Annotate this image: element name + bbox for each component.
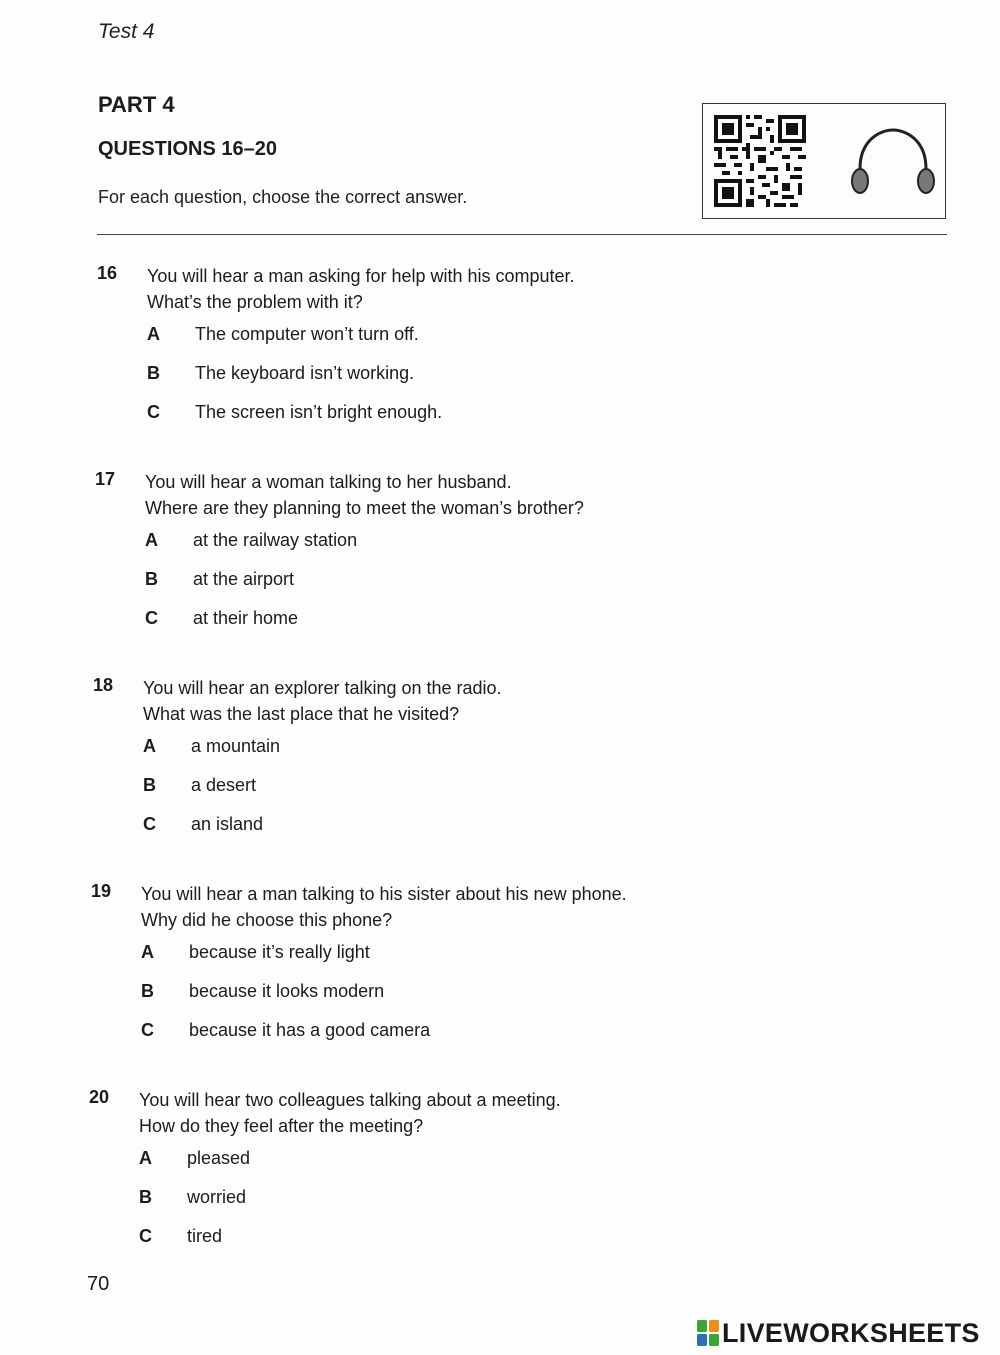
option-text: a mountain [191,736,281,756]
audio-box [702,103,946,219]
prompt-line: Why did he choose this phone? [141,910,393,930]
question-number: 20 [89,1087,110,1107]
option-text: because it’s really light [189,942,370,962]
divider [97,234,947,235]
option-text: tired [187,1226,223,1246]
prompt-line: You will hear a man asking for help with his computer. [147,266,575,286]
option-letter: C [143,814,156,834]
option-text: pleased [187,1148,251,1168]
option-letter: A [139,1148,152,1168]
option-text: because it has a good camera [189,1020,431,1040]
option-text: The keyboard isn’t working. [195,363,415,383]
option-letter: A [143,736,156,756]
option-text: an island [191,814,264,834]
test-label: Test 4 [98,20,155,43]
prompt-line: What’s the problem with it? [147,292,363,312]
question-prompt [139,1087,561,1139]
option-letter: B [141,981,154,1001]
option-letter: C [141,1020,154,1040]
prompt-line: You will hear a man talking to his sister about his new phone. [141,884,627,904]
option-letter: B [143,775,156,795]
prompt-line: Where are they planning to meet the woman’s brother? [145,498,584,518]
question-prompt [143,675,502,727]
option-letter: C [147,402,160,422]
option-text: a desert [191,775,257,795]
liveworksheets-brand[interactable] [697,1318,980,1348]
question-number: 17 [95,469,116,489]
question-number: 19 [91,881,112,901]
question-prompt [147,263,575,315]
option-letter: A [147,324,160,344]
prompt-line: You will hear two colleagues talking about a meeting. [139,1090,561,1110]
option-letter: B [139,1187,152,1207]
questions-title: QUESTIONS 16–20 [98,138,277,160]
question-prompt [141,881,627,933]
option-letter: B [147,363,160,383]
option-text: worried [187,1187,247,1207]
option-letter: C [145,608,158,628]
option-text: because it looks modern [189,981,385,1001]
prompt-line: You will hear an explorer talking on the radio. [143,678,502,698]
part-title: PART 4 [98,92,175,117]
instruction-text: For each question, choose the correct answer. [98,187,468,207]
option-text: at the airport [193,569,295,589]
page-number: 70 [87,1273,110,1295]
brand-text: LIVEWORKSHEETS [722,1317,980,1348]
option-letter: B [145,569,158,589]
question-prompt [145,469,584,521]
headphones-icon [849,126,937,200]
option-letter: A [145,530,158,550]
prompt-line: What was the last place that he visited? [143,704,460,724]
qr-code-icon [714,115,806,207]
option-text: at their home [193,608,299,628]
question-number: 16 [97,263,118,283]
option-text: The computer won’t turn off. [195,324,419,344]
option-letter: A [141,942,154,962]
prompt-line: How do they feel after the meeting? [139,1116,424,1136]
option-letter: C [139,1226,152,1246]
option-text: at the railway station [193,530,358,550]
liveworksheets-logo-icon [697,1320,719,1346]
prompt-line: You will hear a woman talking to her husband. [145,472,512,492]
option-text: The screen isn’t bright enough. [195,402,443,422]
question-number: 18 [93,675,114,695]
